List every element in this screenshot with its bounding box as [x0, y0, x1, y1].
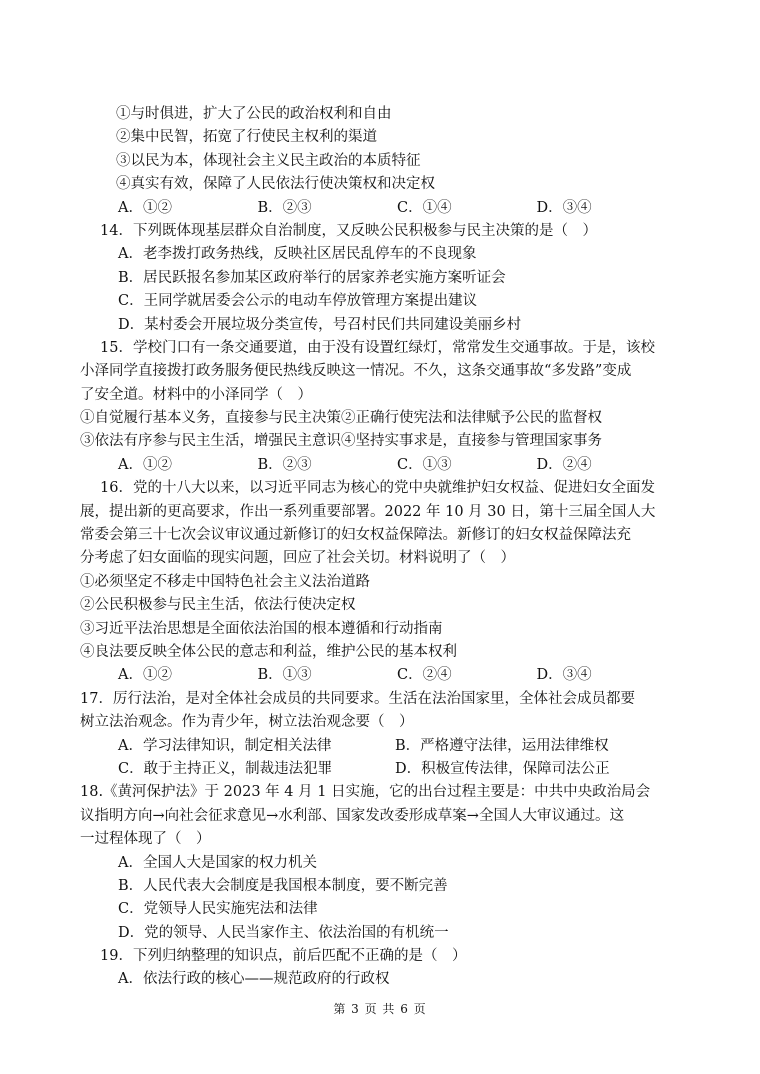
q15-choice-b: B．②③: [257, 456, 312, 473]
q15-stem-line-1: 15．学校门口有一条交通要道，由于没有设置红绿灯，常常发生交通事故。于是，该校: [100, 339, 655, 356]
q17-option-a: A．学习法律知识，制定相关法律: [118, 737, 332, 754]
q13-choice-d: D．③④: [536, 199, 592, 216]
q16-statement-2: ②公民积极参与民主生活，依法行使决定权: [80, 597, 356, 614]
q13-choice-b: B．②③: [257, 199, 312, 216]
q15-statement-row-2: ③依法有序参与民主生活，增强民主意识④坚持实事求是，直接参与管理国家事务: [80, 433, 602, 450]
q16-choices: [116, 664, 676, 687]
q17-option-b: B．严格遵守法律，运用法律维权: [395, 737, 609, 754]
q16-stem-line-3: 常委会第三十七次会议审议通过新修订的妇女权益保障法。新修订的妇女权益保障法充: [80, 527, 631, 544]
q13-statement-2: ②集中民智，拓宽了行使民主权利的渠道: [116, 129, 377, 146]
q16-statement-1: ①必须坚定不移走中国特色社会主义法治道路: [80, 573, 370, 590]
q15-choice-a: A．①②: [118, 456, 172, 473]
q14-option-d: D．某村委会开展垃圾分类宣传，号召村民们共同建设美丽乡村: [118, 316, 522, 333]
exam-content: [80, 103, 676, 992]
q16-choice-b: B．①③: [257, 667, 312, 684]
q16-statement-3: ③习近平法治思想是全面依法治国的根本遵循和行动指南: [80, 620, 443, 637]
q13-statement-3: ③以民为本，体现社会主义民主政治的本质特征: [116, 152, 421, 169]
q18-option-b: B．人民代表大会制度是我国根本制度，要不断完善: [118, 877, 448, 894]
q17-options-row-1: [116, 735, 676, 758]
q15-choices: [116, 454, 676, 477]
q13-statement-4: ④真实有效，保障了人民依法行使决策权和决定权: [116, 176, 435, 193]
q18-stem-line-2: 议指明方向→向社会征求意见→水利部、国家发改委形成草案→全国人大审议通过。这: [80, 807, 624, 824]
q16-stem-line-1: 16．党的十八大以来，以习近平同志为核心的党中央就维护妇女权益、促进妇女全面发: [100, 480, 655, 497]
q17-options-row-2: [116, 758, 676, 781]
q17-stem-line-2: 树立法治观念。作为青少年，树立法治观念要（ ）: [80, 714, 414, 731]
q17-option-c: C．敢于主持正义，制裁违法犯罪: [118, 760, 333, 777]
q13-choice-a: A．①②: [118, 199, 172, 216]
q16-choice-c: C．②④: [397, 667, 452, 684]
q16-statement-4: ④良法要反映全体公民的意志和利益，维护公民的基本权利: [80, 643, 457, 660]
q16-choice-d: D．③④: [536, 667, 592, 684]
q16-stem-line-2: 展，提出新的更高要求，作出一系列重要部署。2022 年 10 月 30 日，第十三届全国人大: [80, 503, 656, 520]
q13-choices: [116, 197, 676, 220]
q16-stem-line-4: 分考虑了妇女面临的现实问题，回应了社会关切。材料说明了（ ）: [80, 550, 515, 567]
q16-choice-a: A．①②: [118, 667, 172, 684]
q15-choice-d: D．②④: [536, 456, 592, 473]
q13-statement-1: ①与时俱进，扩大了公民的政治权利和自由: [116, 106, 392, 122]
q13-choice-c: C．①④: [397, 199, 452, 216]
q15-stem-line-2: 小泽同学直接拨打政务服务便民热线反映这一情况。不久，这条交通事故“多发路”变成: [80, 363, 632, 380]
q18-option-c: C．党领导人民实施宪法和法律: [118, 901, 318, 918]
q19-option-a: A．依法行政的核心——规范政府的行政权: [118, 971, 390, 988]
q14-option-b: B．居民跃报名参加某区政府举行的居家养老实施方案听证会: [118, 269, 506, 286]
q15-statement-row-1: ①自觉履行基本义务，直接参与民主决策②正确行使宪法和法律赋予公民的监督权: [80, 410, 602, 427]
q19-stem: 19．下列归纳整理的知识点，前后匹配不正确的是（ ）: [100, 948, 467, 965]
q14-option-c: C．王同学就居委会公示的电动车停放管理方案提出建议: [118, 293, 478, 310]
q14-option-a: A．老李拨打政务热线，反映社区居民乱停车的不良现象: [118, 246, 477, 263]
q17-option-d: D．积极宣传法律，保障司法公正: [395, 760, 610, 777]
q14-stem: 14．下列既体现基层群众自治制度，又反映公民积极参与民主决策的是（ ）: [100, 222, 597, 239]
q18-stem-line-3: 一过程体现了（ ）: [80, 831, 211, 848]
q18-option-a: A．全国人大是国家的权力机关: [118, 854, 317, 871]
q15-choice-c: C．①③: [397, 456, 452, 473]
q18-option-d: D．党的领导、人民当家作主、依法治国的有机统一: [118, 924, 449, 941]
q15-stem-line-3: 了安全道。材料中的小泽同学（ ）: [80, 386, 312, 403]
page-footer: 第 3 页 共 6 页: [333, 1002, 427, 1016]
q17-stem-line-1: 17．厉行法治，是对全体社会成员的共同要求。生活在法治国家里，全体社会成员都要: [80, 690, 635, 707]
q18-stem-line-1: 18.《黄河保护法》于 2023 年 4 月 1 日实施，它的出台过程主要是：中共中央政治局会: [80, 784, 651, 801]
